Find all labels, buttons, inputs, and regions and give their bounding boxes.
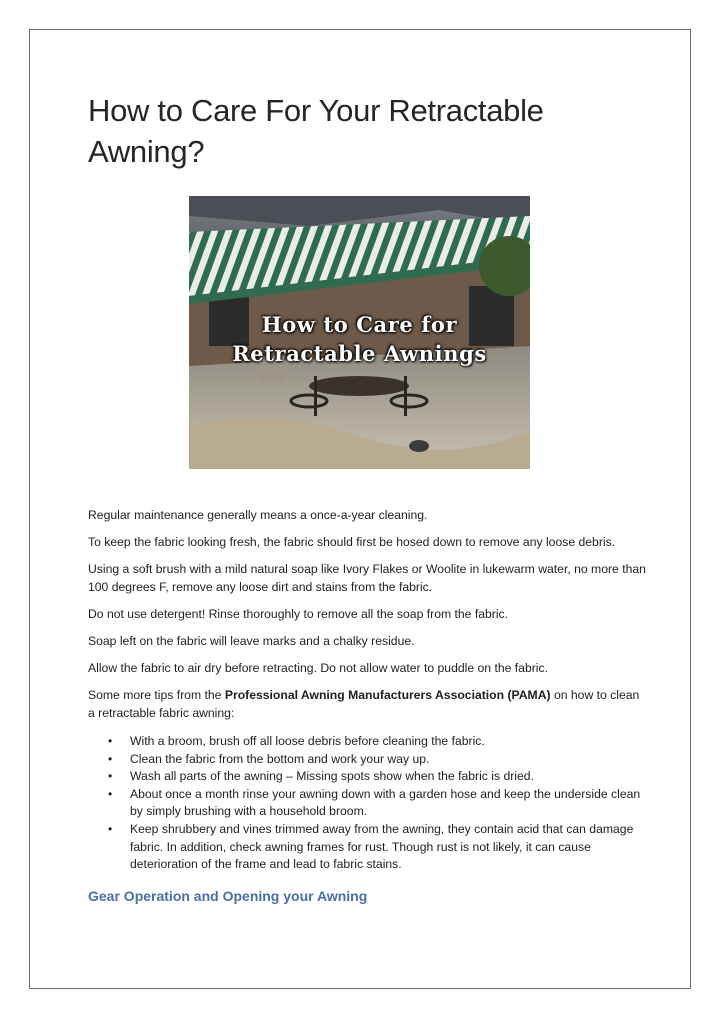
paragraph-pama-intro [88, 687, 648, 722]
bullet-icon: • [108, 751, 113, 766]
bullet-icon: • [108, 734, 113, 748]
paragraph-no-detergent: Do not use detergent! Rinse thoroughly to remove all the soap from the fabric. [88, 607, 509, 621]
hero-caption-line1: How to Care for [261, 312, 458, 337]
tips-list [88, 733, 648, 874]
pama-name: Professional Awning Manufacturers Association (PAMA) [224, 688, 551, 702]
hero-image [189, 196, 530, 469]
list-item [88, 751, 648, 769]
tip-text: Clean the fabric from the bottom and work your way up. [130, 751, 430, 766]
tip-text: Wash all parts of the awning – Missing spots show when the fabric is dried. [130, 769, 534, 784]
tip-text: Keep shrubbery and vines trimmed away from the awning, they contain acid that can damage fabric. In addition, check awning frames for rust. Though rust is not likely, it can cause deterioration of the frame and lead to fabric stains. [130, 821, 634, 872]
list-item [88, 768, 648, 786]
bullet-icon: • [108, 821, 113, 836]
hero-caption-line2: Retractable Awnings [232, 341, 487, 366]
bullet-icon: • [108, 769, 113, 784]
paragraph-soft-brush: Using a soft brush with a mild natural soap like Ivory Flakes or Woolite in lukewarm water, no more than 100 degrees F, remove any loose dirt and stains from the fabric. [88, 562, 646, 594]
list-item [88, 733, 648, 751]
paragraph-hose-down: To keep the fabric looking fresh, the fabric should first be hosed down to remove any loose debris. [88, 535, 616, 549]
paragraph-maintenance: Regular maintenance generally means a once-a-year cleaning. [88, 508, 428, 522]
list-item [88, 786, 648, 821]
pama-intro-after: on how to clean a retractable fabric awning: [88, 688, 640, 720]
pama-intro-before: Some more tips from the [88, 688, 225, 702]
paragraph-soap-residue: Soap left on the fabric will leave marks and a chalky residue. [88, 634, 415, 648]
tip-text: With a broom, brush off all loose debris before cleaning the fabric. [130, 734, 485, 748]
tip-text: About once a month rinse your awning down with a garden hose and keep the underside clean by simply brushing with a household broom. [130, 786, 641, 819]
page-title: How to Care For Your Retractable Awning? [88, 93, 544, 169]
bullet-icon: • [108, 786, 113, 801]
section-heading: Gear Operation and Opening your Awning [88, 888, 368, 904]
paragraph-air-dry: Allow the fabric to air dry before retracting. Do not allow water to puddle on the fabric. [88, 661, 548, 675]
list-item [88, 821, 648, 874]
